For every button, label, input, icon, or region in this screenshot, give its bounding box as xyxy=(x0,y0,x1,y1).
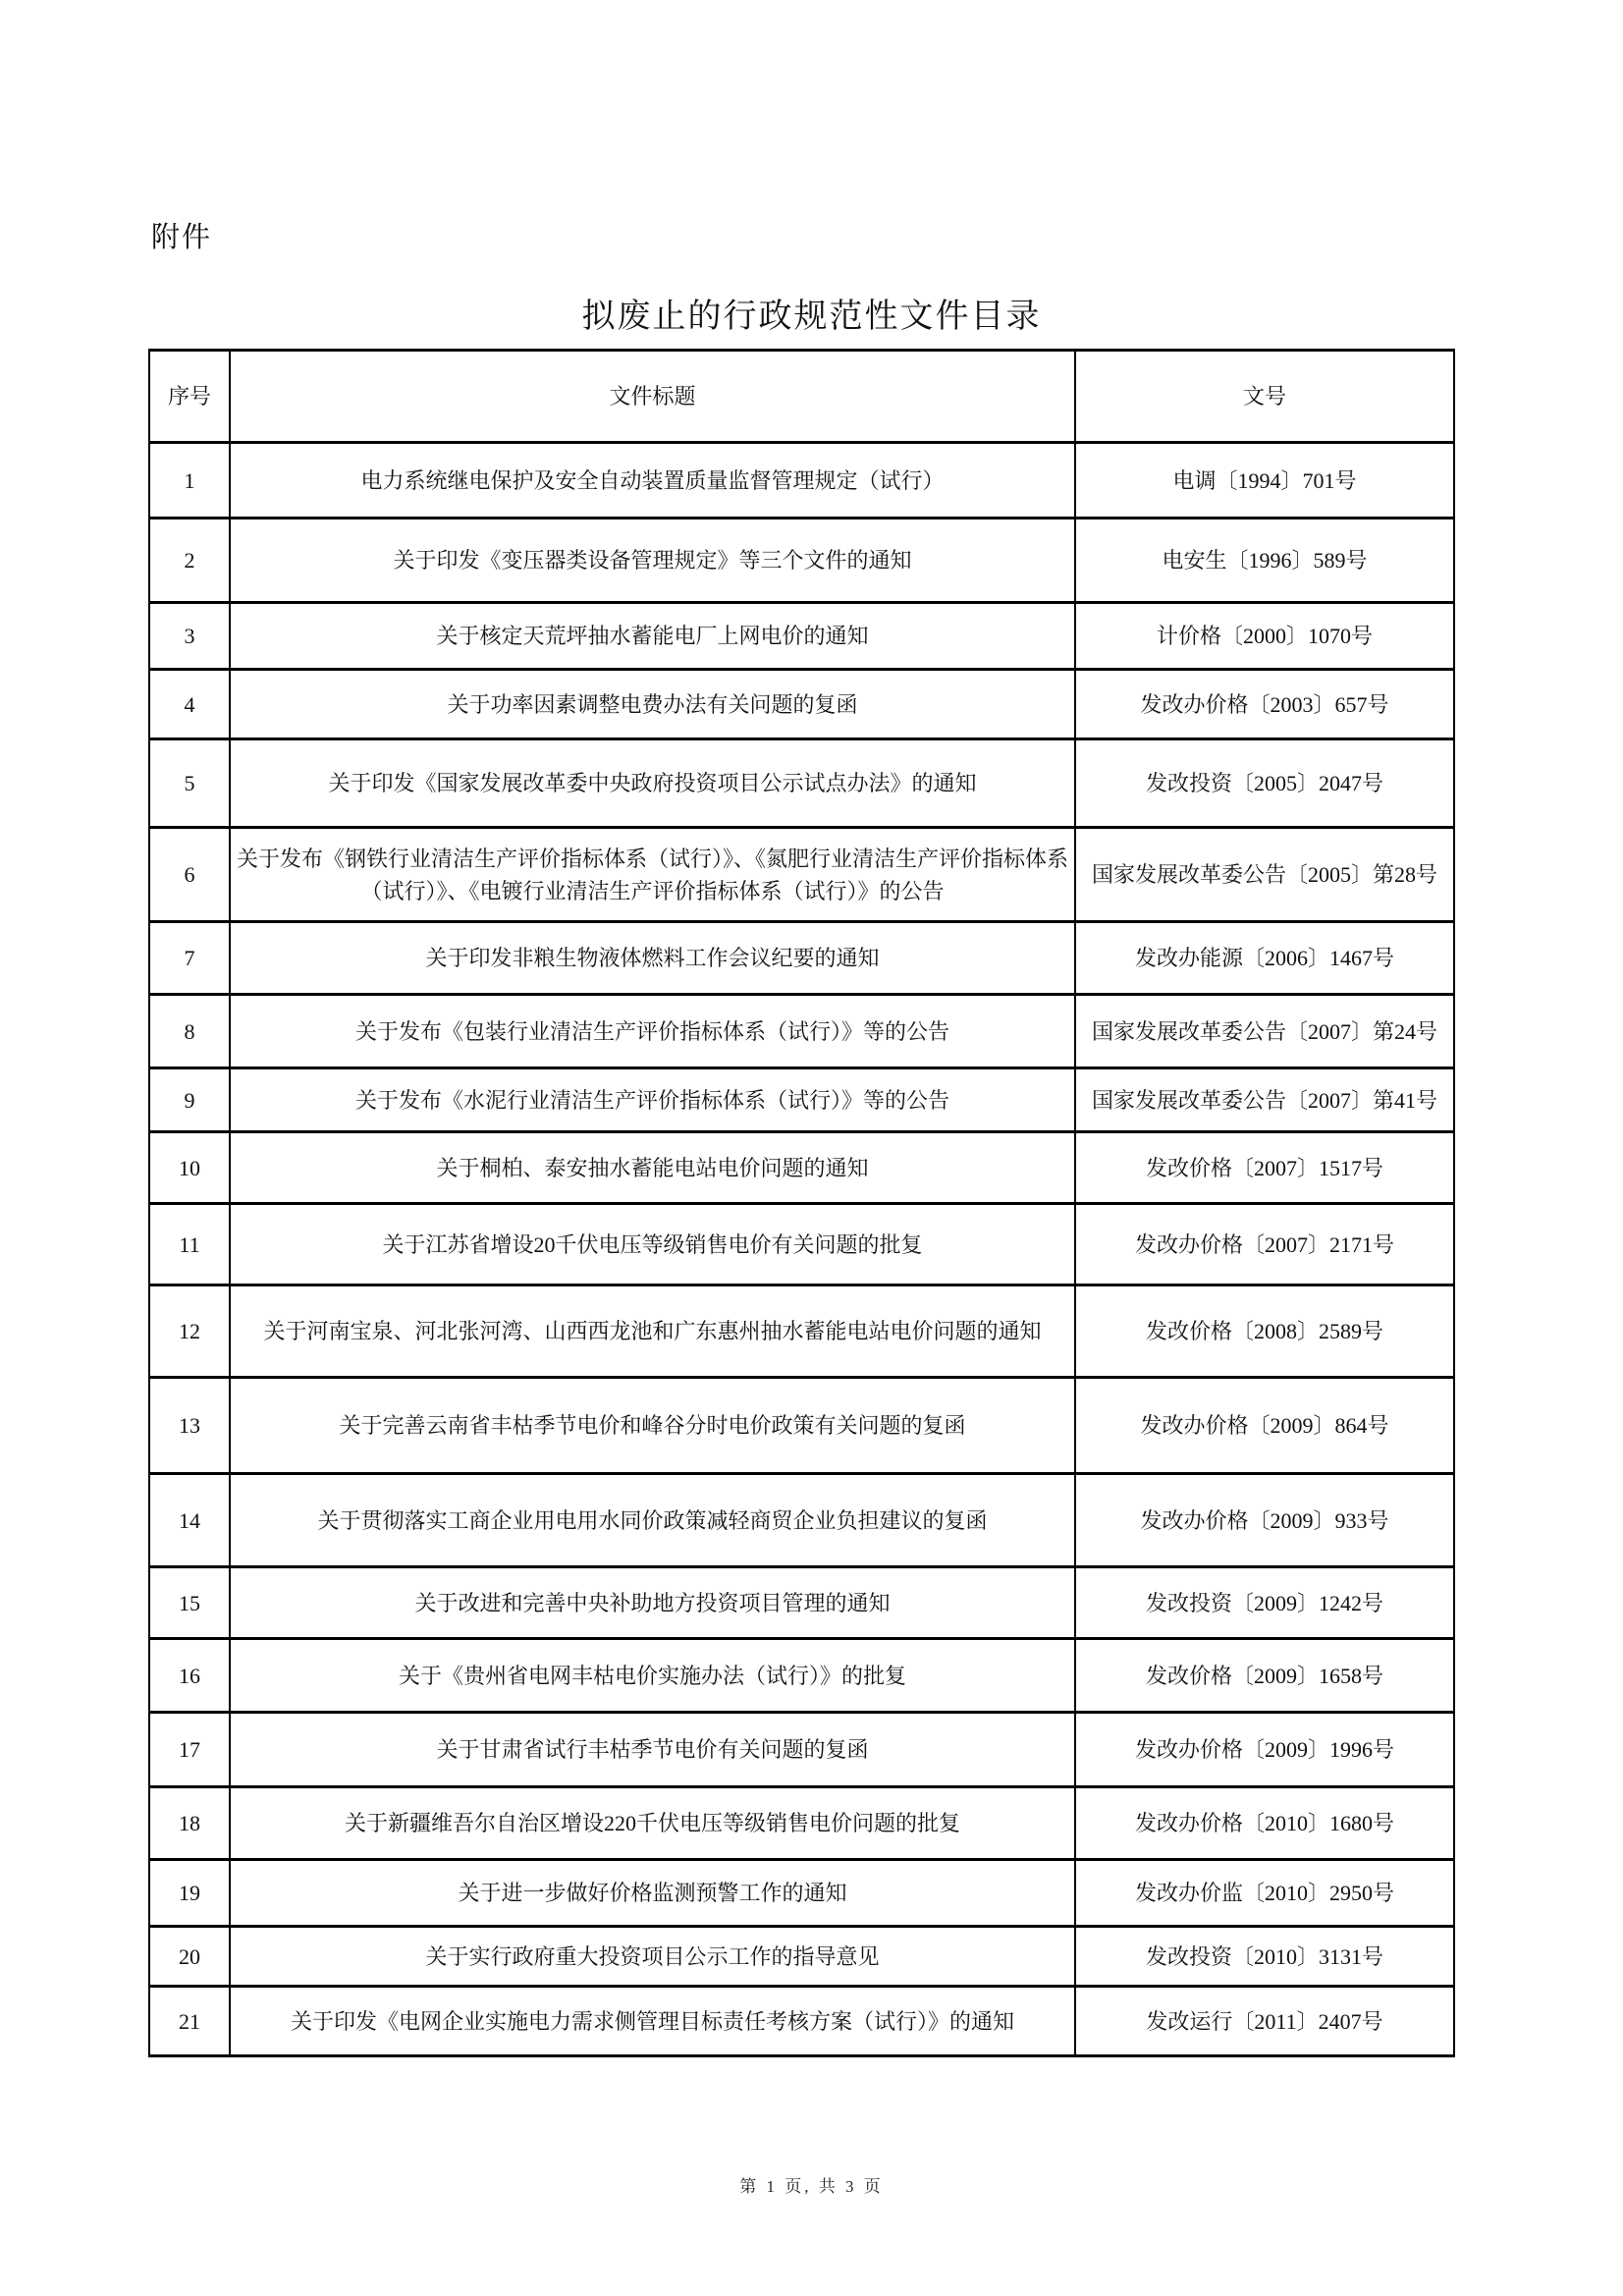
document-title-cell: 关于完善云南省丰枯季节电价和峰谷分时电价政策有关问题的复函 xyxy=(230,1378,1075,1474)
document-number-cell: 发改价格〔2007〕1517号 xyxy=(1075,1132,1454,1204)
table-row xyxy=(149,603,1454,670)
row-no-cell: 11 xyxy=(149,1204,230,1285)
document-title-cell: 电力系统继电保护及安全自动装置质量监督管理规定（试行） xyxy=(230,443,1075,519)
document-number-cell: 发改办价格〔2003〕657号 xyxy=(1075,670,1454,739)
table-row xyxy=(149,828,1454,922)
row-no-cell: 1 xyxy=(149,443,230,519)
table-row xyxy=(149,1068,1454,1132)
document-number-cell: 计价格〔2000〕1070号 xyxy=(1075,603,1454,670)
row-no-cell: 20 xyxy=(149,1927,230,1987)
row-no-cell: 14 xyxy=(149,1474,230,1567)
document-title-cell: 关于改进和完善中央补助地方投资项目管理的通知 xyxy=(230,1567,1075,1639)
document-number-cell: 国家发展改革委公告〔2005〕第28号 xyxy=(1075,828,1454,922)
row-no-cell: 10 xyxy=(149,1132,230,1204)
table-row xyxy=(149,1474,1454,1567)
table-row xyxy=(149,1204,1454,1285)
document-number-cell: 发改投资〔2005〕2047号 xyxy=(1075,739,1454,828)
document-number-cell: 电调〔1994〕701号 xyxy=(1075,443,1454,519)
document-number-cell: 发改办价格〔2009〕1996号 xyxy=(1075,1713,1454,1787)
table-body xyxy=(149,443,1454,2056)
document-title-cell: 关于印发《国家发展改革委中央政府投资项目公示试点办法》的通知 xyxy=(230,739,1075,828)
column-header-no: 序号 xyxy=(149,351,230,443)
document-title-cell: 关于实行政府重大投资项目公示工作的指导意见 xyxy=(230,1927,1075,1987)
document-title-cell: 关于发布《钢铁行业清洁生产评价指标体系（试行）》、《氮肥行业清洁生产评价指标体系（试行）》、《电镀行业清洁生产评价指标体系（试行）》的公告 xyxy=(230,828,1075,922)
document-number-cell: 电安生〔1996〕589号 xyxy=(1075,519,1454,603)
attachment-label: 附件 xyxy=(151,222,213,253)
table-row xyxy=(149,1987,1454,2056)
document-title-cell: 关于桐柏、泰安抽水蓄能电站电价问题的通知 xyxy=(230,1132,1075,1204)
row-no-cell: 8 xyxy=(149,995,230,1068)
table-row xyxy=(149,670,1454,739)
table-row xyxy=(149,1713,1454,1787)
row-no-cell: 15 xyxy=(149,1567,230,1639)
document-title-cell: 关于甘肃省试行丰枯季节电价有关问题的复函 xyxy=(230,1713,1075,1787)
page-footer: 第 1 页, 共 3 页 xyxy=(739,2177,884,2196)
document-number-cell: 发改办价格〔2009〕864号 xyxy=(1075,1378,1454,1474)
row-no-cell: 3 xyxy=(149,603,230,670)
document-title-cell: 关于江苏省增设20千伏电压等级销售电价有关问题的批复 xyxy=(230,1204,1075,1285)
column-header-number: 文号 xyxy=(1075,351,1454,443)
row-no-cell: 16 xyxy=(149,1639,230,1713)
row-no-cell: 13 xyxy=(149,1378,230,1474)
document-title-cell: 关于核定天荒坪抽水蓄能电厂上网电价的通知 xyxy=(230,603,1075,670)
document-title-cell: 关于发布《包装行业清洁生产评价指标体系（试行）》等的公告 xyxy=(230,995,1075,1068)
document-title-cell: 关于发布《水泥行业清洁生产评价指标体系（试行）》等的公告 xyxy=(230,1068,1075,1132)
document-number-cell: 发改办价格〔2009〕933号 xyxy=(1075,1474,1454,1567)
row-no-cell: 6 xyxy=(149,828,230,922)
table-row xyxy=(149,1927,1454,1987)
table-row xyxy=(149,519,1454,603)
row-no-cell: 17 xyxy=(149,1713,230,1787)
row-no-cell: 2 xyxy=(149,519,230,603)
document-number-cell: 国家发展改革委公告〔2007〕第24号 xyxy=(1075,995,1454,1068)
document-number-cell: 国家发展改革委公告〔2007〕第41号 xyxy=(1075,1068,1454,1132)
document-number-cell: 发改价格〔2008〕2589号 xyxy=(1075,1285,1454,1378)
page-title: 拟废止的行政规范性文件目录 xyxy=(581,299,1042,335)
document-number-cell: 发改办价格〔2007〕2171号 xyxy=(1075,1204,1454,1285)
table-row xyxy=(149,443,1454,519)
row-no-cell: 5 xyxy=(149,739,230,828)
table-row xyxy=(149,1132,1454,1204)
table-row xyxy=(149,739,1454,828)
document-title-cell: 关于《贵州省电网丰枯电价实施办法（试行）》的批复 xyxy=(230,1639,1075,1713)
table-row xyxy=(149,922,1454,995)
table-row xyxy=(149,1787,1454,1860)
row-no-cell: 12 xyxy=(149,1285,230,1378)
row-no-cell: 21 xyxy=(149,1987,230,2056)
document-title-cell: 关于印发《电网企业实施电力需求侧管理目标责任考核方案（试行）》的通知 xyxy=(230,1987,1075,2056)
document-number-cell: 发改运行〔2011〕2407号 xyxy=(1075,1987,1454,2056)
document-title-cell: 关于进一步做好价格监测预警工作的通知 xyxy=(230,1860,1075,1927)
documents-table xyxy=(148,349,1455,2057)
table-row xyxy=(149,1285,1454,1378)
document-title-cell: 关于河南宝泉、河北张河湾、山西西龙池和广东惠州抽水蓄能电站电价问题的通知 xyxy=(230,1285,1075,1378)
document-number-cell: 发改办价监〔2010〕2950号 xyxy=(1075,1860,1454,1927)
table-row xyxy=(149,1378,1454,1474)
column-header-title: 文件标题 xyxy=(230,351,1075,443)
document-number-cell: 发改价格〔2009〕1658号 xyxy=(1075,1639,1454,1713)
document-title-cell: 关于功率因素调整电费办法有关问题的复函 xyxy=(230,670,1075,739)
row-no-cell: 4 xyxy=(149,670,230,739)
row-no-cell: 7 xyxy=(149,922,230,995)
document-title-cell: 关于印发非粮生物液体燃料工作会议纪要的通知 xyxy=(230,922,1075,995)
document-title-cell: 关于印发《变压器类设备管理规定》等三个文件的通知 xyxy=(230,519,1075,603)
table-row xyxy=(149,995,1454,1068)
document-number-cell: 发改投资〔2009〕1242号 xyxy=(1075,1567,1454,1639)
document-number-cell: 发改办价格〔2010〕1680号 xyxy=(1075,1787,1454,1860)
document-number-cell: 发改投资〔2010〕3131号 xyxy=(1075,1927,1454,1987)
table-row xyxy=(149,1860,1454,1927)
document-title-cell: 关于贯彻落实工商企业用电用水同价政策减轻商贸企业负担建议的复函 xyxy=(230,1474,1075,1567)
table-header-row xyxy=(149,351,1454,443)
table-row xyxy=(149,1567,1454,1639)
document-title-cell: 关于新疆维吾尔自治区增设220千伏电压等级销售电价问题的批复 xyxy=(230,1787,1075,1860)
row-no-cell: 18 xyxy=(149,1787,230,1860)
document-number-cell: 发改办能源〔2006〕1467号 xyxy=(1075,922,1454,995)
row-no-cell: 19 xyxy=(149,1860,230,1927)
table-row xyxy=(149,1639,1454,1713)
row-no-cell: 9 xyxy=(149,1068,230,1132)
